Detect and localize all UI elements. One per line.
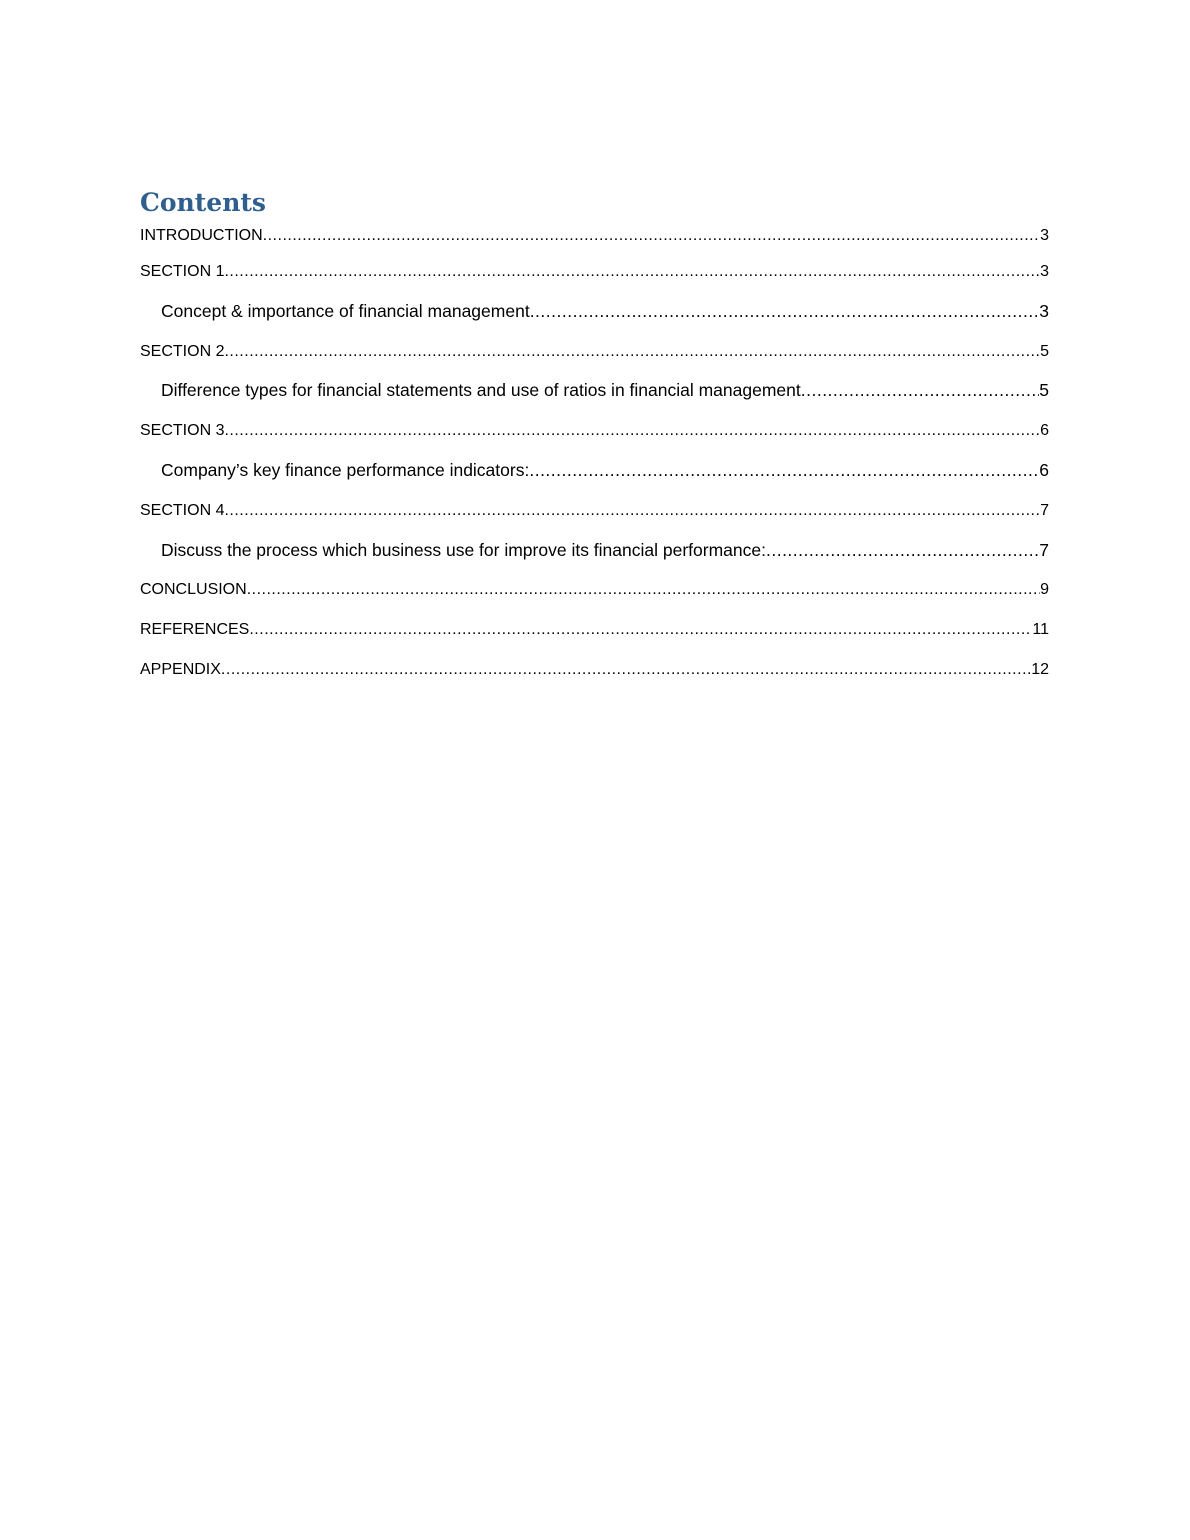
toc-entry-label: SECTION 4	[140, 491, 224, 531]
toc-entry-label: Company’s key finance performance indicators:	[161, 451, 529, 491]
toc-page-number: 3	[1040, 220, 1049, 252]
dot-leader	[249, 610, 1032, 650]
toc-entry-label: SECTION 3	[140, 411, 224, 451]
toc-page-number: 12	[1031, 650, 1049, 690]
dot-leader	[529, 451, 1039, 491]
toc-page-number: 9	[1040, 570, 1049, 610]
toc-page-number: 5	[1040, 332, 1049, 372]
toc-entry-section-1[interactable]	[140, 252, 1049, 292]
dot-leader	[801, 371, 1040, 411]
dot-leader	[530, 292, 1040, 332]
toc-entry-label: INTRODUCTION	[140, 220, 263, 252]
toc-entry-label: Concept & importance of financial management	[161, 292, 530, 332]
toc-page-number: 7	[1039, 531, 1049, 571]
toc-entry-conclusion[interactable]	[140, 570, 1049, 610]
toc-entry-section-2[interactable]	[140, 332, 1049, 372]
dot-leader	[224, 491, 1040, 531]
toc-page-number: 5	[1039, 371, 1049, 411]
toc-page-number: 11	[1032, 610, 1049, 650]
toc-entry-improve-performance[interactable]	[140, 531, 1049, 571]
toc-page-number: 7	[1040, 491, 1049, 531]
toc-entry-label: SECTION 1	[140, 252, 224, 292]
table-of-contents	[140, 186, 1049, 690]
dot-leader	[224, 252, 1040, 292]
toc-entry-label: REFERENCES	[140, 610, 249, 650]
dot-leader	[263, 220, 1040, 252]
toc-entry-label: CONCLUSION	[140, 570, 247, 610]
dot-leader	[224, 411, 1040, 451]
toc-entry-section-3[interactable]	[140, 411, 1049, 451]
toc-page-number: 6	[1039, 451, 1049, 491]
toc-entry-key-indicators[interactable]	[140, 451, 1049, 491]
toc-list	[140, 220, 1049, 690]
toc-entry-concept-importance[interactable]	[140, 292, 1049, 332]
toc-page-number: 6	[1040, 411, 1049, 451]
toc-entry-section-4[interactable]	[140, 491, 1049, 531]
dot-leader	[224, 332, 1040, 372]
dot-leader	[766, 531, 1039, 571]
dot-leader	[247, 570, 1040, 610]
toc-page-number: 3	[1040, 252, 1049, 292]
toc-entry-label: SECTION 2	[140, 332, 224, 372]
toc-entry-references[interactable]	[140, 610, 1049, 650]
toc-title: Contents	[140, 188, 267, 217]
toc-entry-label: Discuss the process which business use for improve its financial performance:	[161, 531, 766, 571]
dot-leader	[221, 650, 1031, 690]
toc-entry-financial-statements[interactable]	[140, 371, 1049, 411]
toc-entry-label: APPENDIX	[140, 650, 221, 690]
toc-entry-introduction[interactable]	[140, 220, 1049, 252]
toc-entry-label: Difference types for financial statements and use of ratios in financial management	[161, 371, 801, 411]
toc-entry-appendix[interactable]	[140, 650, 1049, 690]
toc-page-number: 3	[1039, 292, 1049, 332]
